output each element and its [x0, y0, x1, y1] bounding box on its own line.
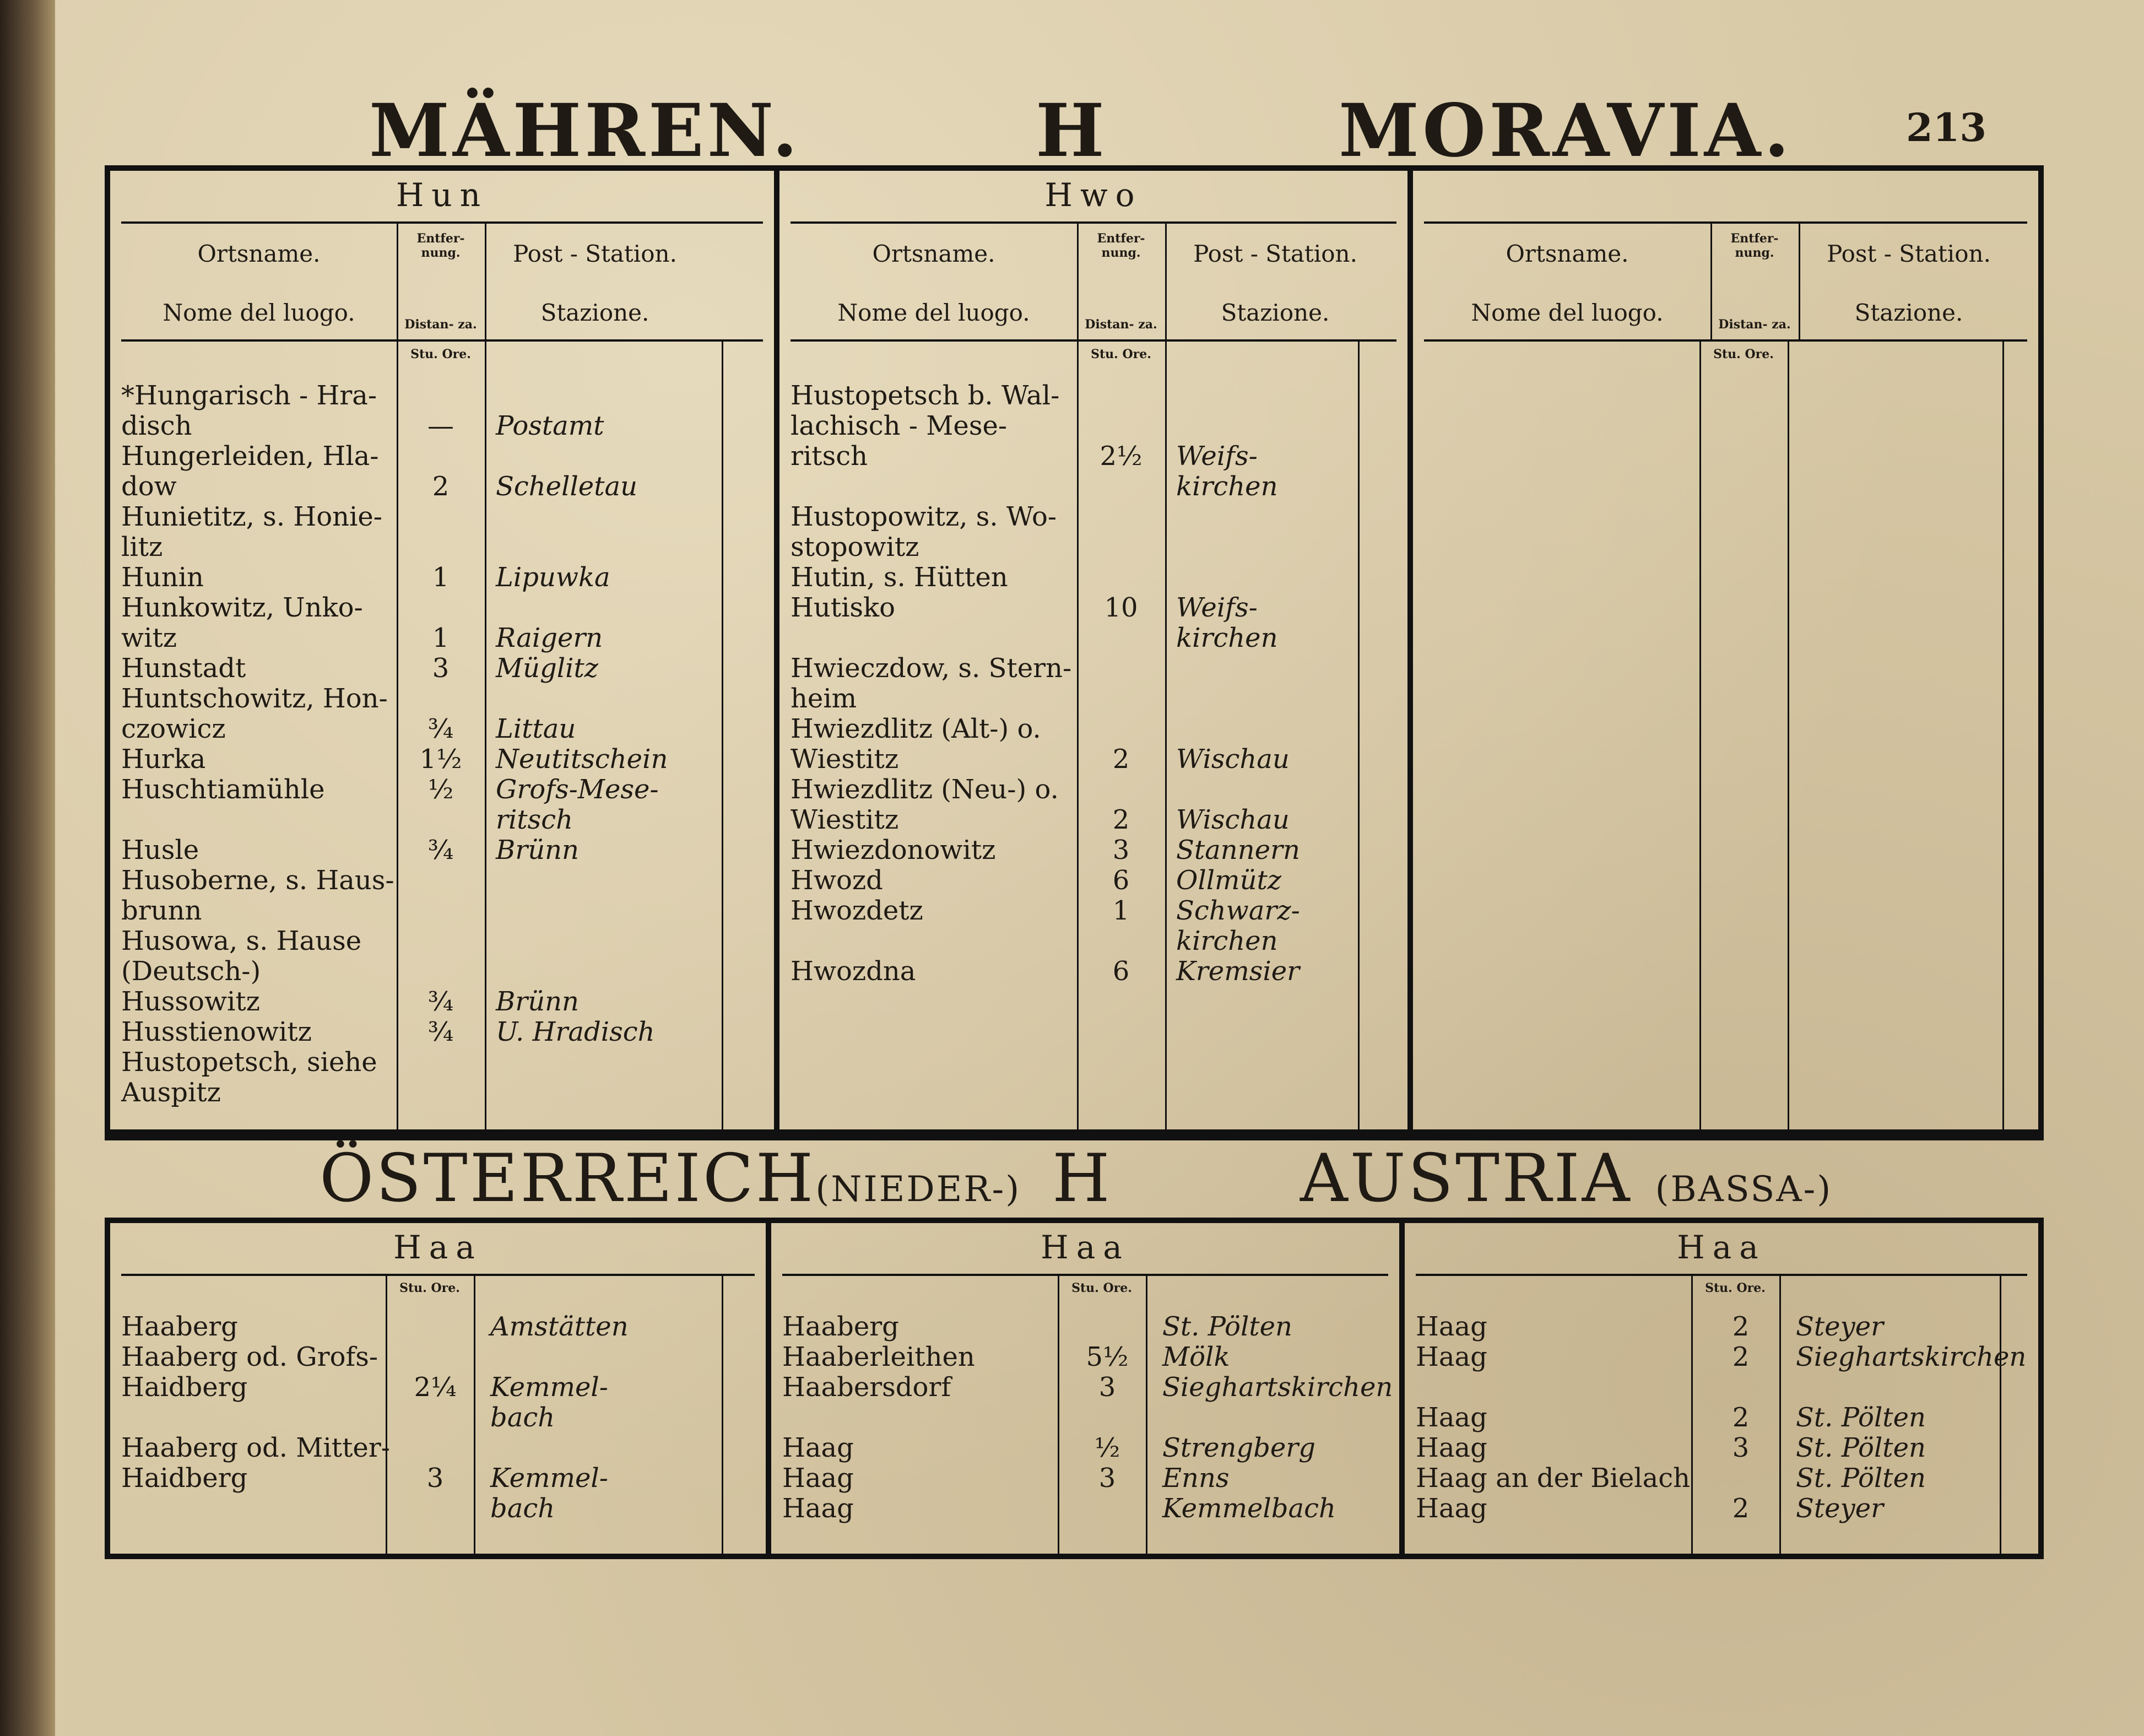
place-name: Husle [121, 835, 199, 866]
distance-value: 10 [1104, 592, 1138, 623]
post-station: Kemmel- [490, 1463, 608, 1494]
distance-value: ¾ [427, 713, 454, 744]
place-name: Hwiezdonowitz [791, 835, 996, 866]
post-station: St. Pölten [1162, 1311, 1292, 1342]
post-station: Kemmelbach [1162, 1493, 1336, 1524]
place-name: Hwozd [791, 865, 883, 896]
distance-value: 3 [1098, 1463, 1116, 1494]
place-name: Haag [782, 1493, 854, 1524]
post-station: Lipuwka [496, 562, 610, 593]
book-gutter [0, 0, 55, 1736]
place-name: Hustopetsch, siehe [121, 1047, 377, 1078]
place-name: witz [121, 623, 177, 653]
place-name: Haidberg [121, 1372, 248, 1403]
column-subheader [121, 221, 763, 342]
place-name: Haaberg [782, 1311, 899, 1342]
place-name: Hunstadt [121, 653, 246, 684]
post-station: Steyer [1796, 1311, 1884, 1342]
post-station: St. Pölten [1796, 1402, 1926, 1433]
distance-value: ¾ [427, 1016, 454, 1047]
distance-value: ½ [427, 774, 454, 805]
place-name: Hunietitz, s. Honie- [121, 501, 382, 532]
column-letters: Hwo [1044, 176, 1143, 214]
place-name: Haaberg od. Mitter- [121, 1432, 390, 1463]
distance-value: 3 [1098, 1372, 1116, 1403]
post-station: Schwarz- [1176, 895, 1300, 926]
post-station: U. Hradisch [496, 1016, 655, 1047]
column-subheader [791, 221, 1396, 342]
header-letter: H [1036, 88, 1108, 174]
place-name: Haidberg [121, 1463, 248, 1494]
distanza-label: Distan- za. [404, 317, 477, 332]
place-name: Hwiezdlitz (Alt-) o. [791, 713, 1041, 744]
distance-value: 2 [1732, 1311, 1750, 1342]
post-station: Grofs-Mese- [496, 774, 659, 805]
place-name: stopowitz [791, 532, 919, 563]
place-name: Hussowitz [121, 986, 260, 1017]
austria-column-1 [110, 1223, 771, 1554]
page-number: 213 [1906, 105, 1987, 150]
header-title-right: MORAVIA. [1339, 88, 1793, 174]
post-station: Kremsier [1176, 956, 1300, 987]
ortsname-label: Ortsname. [1506, 240, 1629, 267]
post-station: Sieghartskirchen [1796, 1342, 2027, 1372]
austria-col1-rows [121, 1311, 755, 1554]
post-station: St. Pölten [1796, 1432, 1926, 1463]
post-station: Ollmütz [1176, 865, 1282, 896]
distance-value: 3 [1732, 1432, 1750, 1463]
post-station: Wischau [1176, 744, 1290, 775]
place-name: (Deutsch-) [121, 956, 261, 987]
post-station: Wischau [1176, 804, 1290, 835]
austria-title-left-sub: (NIEDER-) [815, 1169, 1021, 1210]
distance-value: 2 [1732, 1402, 1750, 1433]
place-name: Hunkowitz, Unko- [121, 592, 363, 623]
post-station: bach [490, 1402, 555, 1433]
column-letters: Haa [393, 1229, 483, 1266]
book-page [55, 0, 2144, 1736]
distance-value: 1 [432, 562, 450, 593]
austria-column-3 [1405, 1223, 2038, 1554]
place-name: Hustopetsch b. Wal- [791, 380, 1060, 411]
post-station: Steyer [1796, 1493, 1884, 1524]
post-station-label: Post - Station. [1827, 240, 1991, 267]
austria-title-left-text: ÖSTERREICH [320, 1140, 816, 1217]
place-name: Haag [1416, 1432, 1487, 1463]
place-name: dow [121, 471, 177, 502]
place-name: ritsch [791, 441, 868, 472]
stazione-label: Stazione. [1221, 299, 1330, 326]
place-name: Wiestitz [791, 804, 899, 835]
place-name: Husowa, s. Hause [121, 926, 362, 956]
distance-value: ½ [1094, 1432, 1120, 1463]
stazione-label: Stazione. [1854, 299, 1963, 326]
distance-value: — [427, 410, 454, 441]
place-name: Hungerleiden, Hla- [121, 441, 379, 472]
distance-value: 2 [1732, 1493, 1750, 1524]
distance-value: ¾ [427, 986, 454, 1017]
distance-value: 2 [432, 471, 450, 502]
moravia-column-hwo [779, 171, 1413, 1129]
post-station: Neutitschein [496, 744, 668, 775]
place-name: Hwiezdlitz (Neu-) o. [791, 774, 1059, 805]
column-letters: Haa [1677, 1229, 1766, 1266]
column-letters: Haa [1041, 1229, 1130, 1266]
distance-value: 2 [1112, 804, 1130, 835]
entfernung-label: Entfer- nung. [416, 231, 465, 260]
place-name: Haaberg [121, 1311, 238, 1342]
distance-value: 5½ [1086, 1342, 1129, 1372]
stu-ore-label: Stu. Ore. [1091, 347, 1151, 361]
post-station: Enns [1162, 1463, 1230, 1494]
austria-header [105, 1140, 2044, 1217]
place-name: Haag [782, 1463, 854, 1494]
austria-letter: H [1052, 1140, 1112, 1217]
place-name: *Hungarisch - Hra- [121, 380, 377, 411]
post-station: Brünn [496, 986, 579, 1017]
austria-title-right-sub: (BASSA-) [1655, 1169, 1833, 1210]
place-name: Wiestitz [791, 744, 899, 775]
austria-title-right [1300, 1140, 1832, 1217]
post-station: Raigern [496, 623, 603, 653]
stu-ore-label: Stu. Ore. [399, 1281, 460, 1295]
stu-ore-label: Stu. Ore. [1705, 1281, 1766, 1295]
distance-value: 2¼ [414, 1372, 457, 1403]
distance-value: ¾ [427, 835, 454, 866]
stazione-label: Stazione. [540, 299, 649, 326]
place-name: lachisch - Mese- [791, 410, 1008, 441]
post-station: St. Pölten [1796, 1463, 1926, 1494]
place-name: Haag [1416, 1342, 1487, 1372]
distance-value: 3 [426, 1463, 444, 1494]
place-name: litz [121, 532, 163, 563]
post-station: Brünn [496, 835, 579, 866]
stu-ore-label: Stu. Ore. [1071, 1281, 1132, 1295]
place-name: Huschtiamühle [121, 774, 325, 805]
place-name: Haag [782, 1432, 854, 1463]
entfernung-label: Entfer- nung. [1730, 231, 1779, 260]
column-subheader [1424, 221, 2027, 342]
stu-ore-label: Stu. Ore. [1713, 347, 1774, 361]
nome-label: Nome del luogo. [163, 299, 355, 326]
post-station-label: Post - Station. [513, 240, 677, 267]
moravia-table [105, 165, 2044, 1135]
entfernung-label: Entfer- nung. [1097, 231, 1145, 260]
place-name: Haag [1416, 1311, 1487, 1342]
post-station: Postamt [496, 410, 604, 441]
post-station: kirchen [1176, 926, 1278, 956]
place-name: Husoberne, s. Haus- [121, 865, 394, 896]
place-name: Hwieczdow, s. Stern- [791, 653, 1072, 684]
moravia-column-hun [110, 171, 779, 1129]
place-name: Haaberleithen [782, 1342, 975, 1372]
moravia-col2-rows [791, 380, 1396, 1107]
post-station: Littau [496, 713, 576, 744]
distance-value: 2 [1732, 1342, 1750, 1372]
page-header [55, 88, 2144, 176]
post-station-label: Post - Station. [1193, 240, 1357, 267]
post-station: ritsch [496, 804, 573, 835]
distance-value: 3 [432, 653, 450, 684]
post-station: Sieghartskirchen [1162, 1372, 1393, 1403]
distance-value: 6 [1112, 956, 1130, 987]
distance-value: 1 [1112, 895, 1130, 926]
post-station: kirchen [1176, 623, 1278, 653]
post-station: Mölk [1162, 1342, 1230, 1372]
section-rule-top [105, 1135, 2044, 1140]
post-station: Amstätten [490, 1311, 629, 1342]
post-station: Weifs- [1176, 592, 1258, 623]
post-station: Strengberg [1162, 1432, 1315, 1463]
place-name: Hutin, s. Hütten [791, 562, 1008, 593]
stu-ore-label: Stu. Ore. [410, 347, 471, 361]
place-name: Hunin [121, 562, 204, 593]
place-name: Haag [1416, 1493, 1487, 1524]
place-name: Hurka [121, 744, 206, 775]
place-name: Hwozdetz [791, 895, 923, 926]
post-station: Stannern [1176, 835, 1300, 866]
austria-title-right-text: AUSTRIA [1300, 1140, 1632, 1217]
ortsname-label: Ortsname. [872, 240, 995, 267]
post-station: bach [490, 1493, 555, 1524]
place-name: Hustopowitz, s. Wo- [791, 501, 1057, 532]
column-letters: Hun [396, 176, 489, 214]
place-name: Haabersdorf [782, 1372, 951, 1403]
nome-label: Nome del luogo. [1471, 299, 1664, 326]
place-name: Hwozdna [791, 956, 916, 987]
austria-table [105, 1218, 2044, 1559]
place-name: Auspitz [121, 1077, 221, 1108]
post-station: Weifs- [1176, 441, 1258, 472]
austria-column-2 [771, 1223, 1405, 1554]
place-name: Haag an der Bielach [1416, 1463, 1690, 1494]
distance-value: 1½ [419, 744, 462, 775]
place-name: disch [121, 410, 192, 441]
post-station: Kemmel- [490, 1372, 608, 1403]
distance-value: 2½ [1100, 441, 1143, 472]
header-title-left: MÄHREN. [369, 88, 801, 174]
post-station: Müglitz [496, 653, 599, 684]
distanza-label: Distan- za. [1085, 317, 1157, 332]
ortsname-label: Ortsname. [197, 240, 321, 267]
distance-value: 6 [1112, 865, 1130, 896]
place-name: Haaberg od. Grofs- [121, 1342, 378, 1372]
place-name: Huntschowitz, Hon- [121, 683, 388, 714]
austria-col3-rows [1416, 1311, 2027, 1554]
distance-value: 3 [1112, 835, 1130, 866]
distance-value: 1 [432, 623, 450, 653]
post-station: kirchen [1176, 471, 1278, 502]
distanza-label: Distan- za. [1718, 317, 1791, 332]
place-name: Hutisko [791, 592, 896, 623]
place-name: Husstienowitz [121, 1016, 312, 1047]
place-name: brunn [121, 895, 202, 926]
post-station: Schelletau [496, 471, 638, 502]
austria-col2-rows [782, 1311, 1393, 1554]
place-name: czowicz [121, 713, 226, 744]
moravia-col1-rows [121, 380, 763, 1107]
distance-value: 2 [1112, 744, 1130, 775]
moravia-column-empty [1413, 171, 2038, 1129]
place-name: heim [791, 683, 857, 714]
place-name: Haag [1416, 1402, 1487, 1433]
nome-label: Nome del luogo. [837, 299, 1030, 326]
austria-title-left [320, 1140, 1021, 1217]
